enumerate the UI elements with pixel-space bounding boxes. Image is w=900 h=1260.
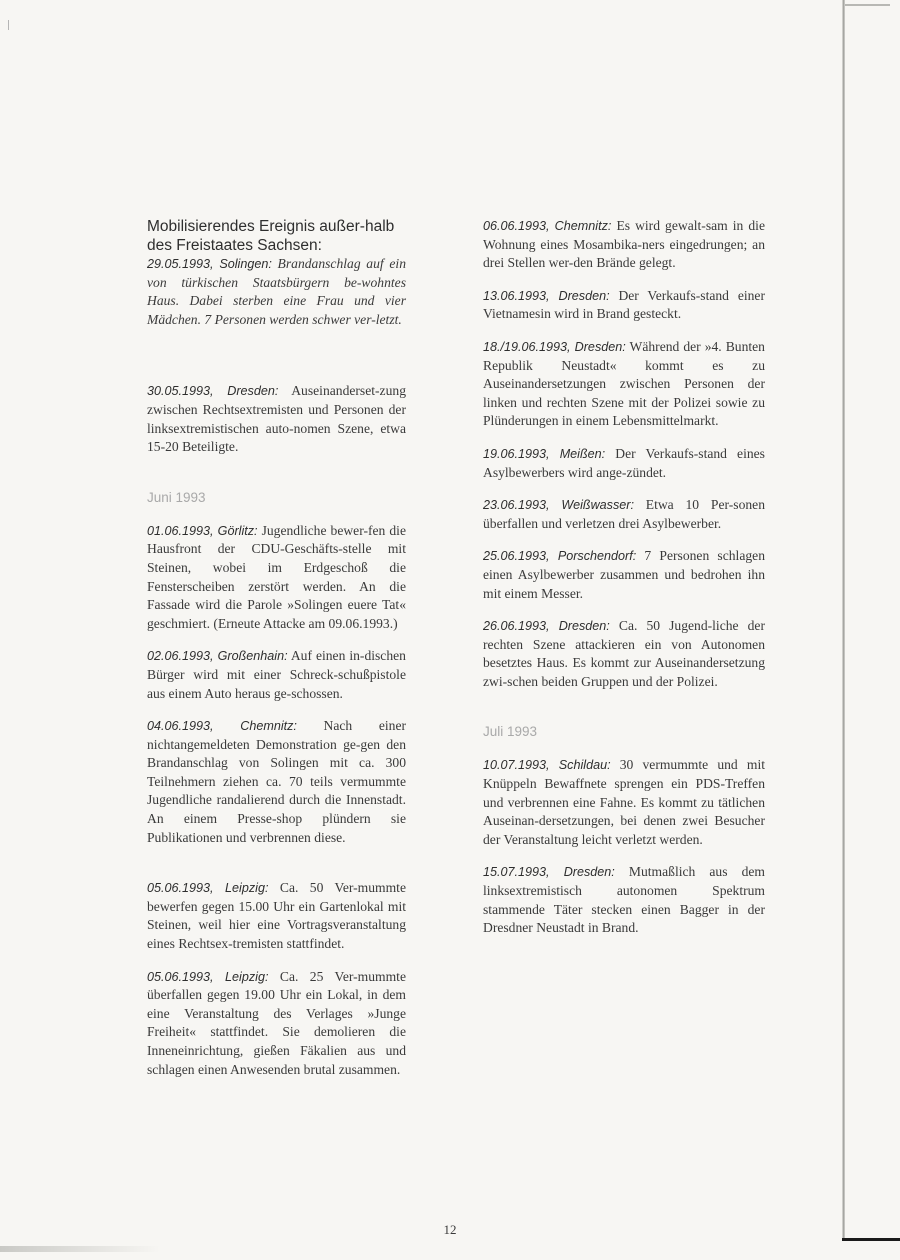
entry-text: Brandanschlag auf ein von türkischen Staatsbürgern be-wohntes Haus. Dabei sterben eine Frau und vier Mädchen. 7 Personen werden schwer ver-letzt. xyxy=(147,256,406,327)
entry xyxy=(483,863,765,937)
entry-head: 01.06.1993, Görlitz: xyxy=(147,523,258,538)
entry-head: 06.06.1993, Chemnitz: xyxy=(483,219,612,233)
entry-text: Auf einen in-dischen Bürger wird mit einer Schreck-schußpistole aus einem Auto heraus ge-schossen. xyxy=(147,648,406,701)
entry xyxy=(147,717,406,847)
entry xyxy=(483,756,765,849)
entry xyxy=(147,647,406,703)
entry-text: Auseinanderset-zung zwischen Rechtsextremisten und Personen der linksextremistischen auto-nomen Szene, etwa 15-20 Beteiligte. xyxy=(147,383,406,455)
entry-head: 25.06.1993, Porschendorf: xyxy=(483,549,637,564)
month-heading-june: Juni 1993 xyxy=(147,489,206,505)
entry-head: 26.06.1993, Dresden: xyxy=(483,619,610,634)
entry-text: Es wird gewalt-sam in die Wohnung eines Mosambika-ners eingedrungen; an drei Stellen wer-den Brände gelegt. xyxy=(483,218,765,271)
entry-text: Ca. 50 Ver-mummte bewerfen gegen 15.00 Uhr ein Gartenlokal mit Steinen, weil hier eine Vortragsveranstaltung eines Rechtsex-tremisten stattfindet. xyxy=(147,880,406,952)
entry xyxy=(483,496,765,533)
entry-head: 10.07.1993, Schildau: xyxy=(483,758,611,773)
scan-shadow xyxy=(0,1246,160,1252)
entry xyxy=(483,287,765,324)
right-column xyxy=(483,217,765,938)
page-number: 12 xyxy=(443,1222,457,1237)
entry-text: Nach einer nichtangemeldeten Demonstration ge-gen den Brandanschlag von Solingen mit ca. 300 Teilnehmern ziehen ca. 70 teils vermummte Jugendliche randalierend durch die Innenstadt. An einem Presse-shop plündern sie Publikationen und verbrennen diese. xyxy=(147,718,407,845)
entry-text: 30 vermummte und mit Knüppeln Bewaffnete sprengen ein PDS-Treffen und verbrennen eine Fahne. Es kommt zu tätlichen Auseinan-dersetzungen, bei denen zwei Besucher der Veranstaltung leicht verletzt werden. xyxy=(483,757,765,847)
entry xyxy=(147,382,406,456)
month-heading-july: Juli 1993 xyxy=(483,724,538,740)
entry xyxy=(483,617,765,691)
entry-head: 18./19.06.1993, Dresden: xyxy=(483,339,626,354)
page-edge-top xyxy=(842,4,890,6)
entry-text: Jugendliche bewer-fen die Hausfront der CDU-Geschäfts-stelle mit Steinen, wobei im Erdgeschoß die Fensterscheiben zerstört werden. An die Fassade wird die Parole »Solingen euere Tat« geschmiert. (Erneute Attacke am 09.06.1993.) xyxy=(147,522,406,631)
entry-text: Ca. 50 Jugend-liche der rechten Szene attackieren ein von Autonomen besetztes Haus. Es kommt zur Auseinandersetzung zwi-schen beiden Gruppen und der Polizei. xyxy=(483,618,765,689)
entry-head: 29.05.1993, Solingen: xyxy=(147,257,272,271)
entry xyxy=(147,522,406,634)
entry-head: 05.06.1993, Leipzig: xyxy=(147,969,269,984)
entry-text: Der Verkaufs-stand eines Asylbewerbers wird ange-zündet. xyxy=(483,445,765,480)
entry-head: 04.06.1993, Chemnitz: xyxy=(147,719,297,734)
entry-text: Ca. 25 Ver-mummte überfallen gegen 19.00 Uhr ein Lokal, in dem eine Veranstaltung des Verlages »Junge Freiheit« stattfindet. Sie demolieren die Inneneinrichtung, gießen Fäkalien aus und schlagen einen Anwesenden brutal zusammen. xyxy=(147,968,406,1077)
entry-head: 30.05.1993, Dresden: xyxy=(147,384,279,399)
left-column xyxy=(147,217,406,1079)
entry-text: Mutmaßlich aus dem linksextremistisch autonomen Spektrum stammende Täter stecken einen Bagger in der Dresdner Neustadt in Brand. xyxy=(483,864,765,936)
scan-mark xyxy=(8,20,9,30)
intro-heading: Mobilisierendes Ereignis außer-halb des Freistaates Sachsen: xyxy=(147,218,395,254)
intro-event xyxy=(147,255,406,329)
page-edge-bottom xyxy=(842,1238,900,1241)
entry xyxy=(483,445,765,482)
entry xyxy=(147,968,406,1080)
entry xyxy=(147,879,406,953)
entry-head: 19.06.1993, Meißen: xyxy=(483,446,606,461)
entry xyxy=(483,217,765,273)
entry-head: 02.06.1993, Großenhain: xyxy=(147,649,288,664)
entry-head: 23.06.1993, Weißwasser: xyxy=(483,498,634,513)
entry-head: 05.06.1993, Leipzig: xyxy=(147,881,269,896)
entry-text: Während der »4. Bunten Republik Neustadt« kommt es zu Auseinandersetzungen zwischen Personen der linken und rechten Szene mit der Polizei sowie zu Plünderungen in einem Lebensmittelmarkt. xyxy=(483,338,765,429)
entry-head: 15.07.1993, Dresden: xyxy=(483,865,615,880)
entry xyxy=(483,547,765,603)
entry xyxy=(483,338,765,431)
entry-text: Etwa 10 Per-sonen überfallen und verletzen drei Asylbewerber. xyxy=(483,497,765,531)
page-edge-right xyxy=(842,0,845,1240)
entry-head: 13.06.1993, Dresden: xyxy=(483,288,610,303)
entry-text: 7 Personen schlagen einen Asylbewerber zusammen und bedrohen ihn mit einem Messer. xyxy=(483,548,765,601)
entry-text: Der Verkaufs-stand einer Vietnamesin wird in Brand gesteckt. xyxy=(483,287,765,322)
